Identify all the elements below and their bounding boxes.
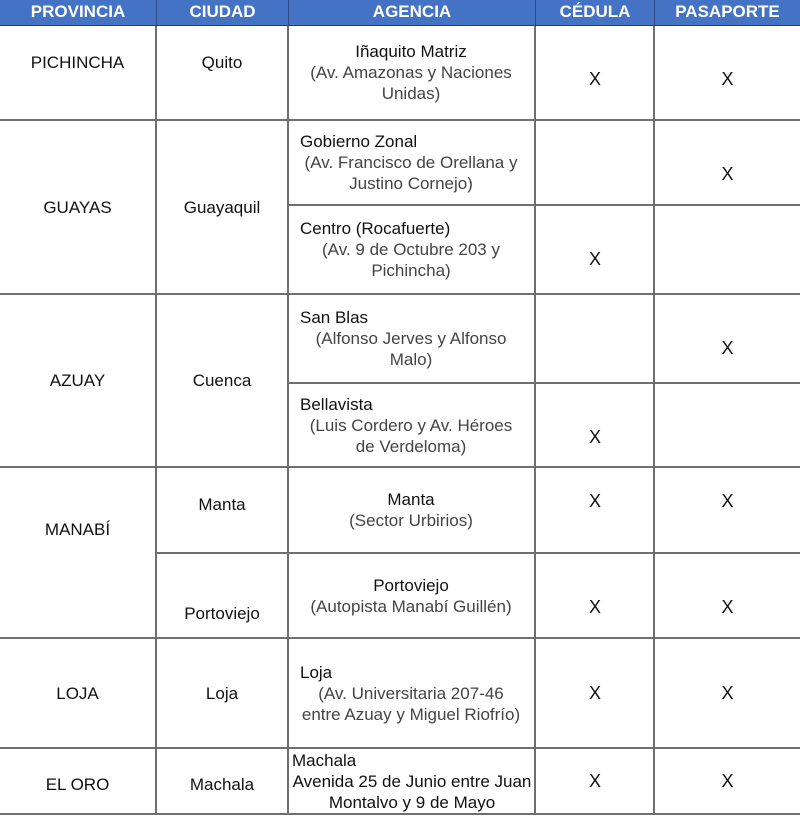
agencia-cell xyxy=(300,468,522,552)
agencia-cell xyxy=(300,206,522,293)
agencia-direccion: (Av. Amazonas y Naciones Unidas) xyxy=(310,63,512,103)
cedula-mark: X xyxy=(588,248,601,269)
agencia-nombre: Bellavista xyxy=(300,394,373,414)
agencia-nombre: Loja xyxy=(300,662,333,682)
cedula-mark: X xyxy=(588,68,601,89)
provincia-cell: MANABÍ xyxy=(44,519,111,539)
pasaporte-mark: X xyxy=(721,68,734,89)
provincia-cell: AZUAY xyxy=(49,371,106,390)
grid-line xyxy=(287,26,289,815)
ciudad-cell: Cuenca xyxy=(192,371,252,390)
ciudad-cell: Guayaquil xyxy=(183,197,261,217)
header-cedula: CÉDULA xyxy=(559,2,631,21)
ciudad-cell: Loja xyxy=(205,683,239,703)
header-provincia: PROVINCIA xyxy=(30,2,126,21)
header-ciudad: CIUDAD xyxy=(189,2,256,21)
table-header xyxy=(0,0,800,26)
ciudad-cell: Manta xyxy=(198,494,246,514)
agencia-nombre: San Blas xyxy=(300,308,369,327)
agencia-direccion: (Autopista Manabí Guillén) xyxy=(310,596,512,616)
provincia-cell: GUAYAS xyxy=(43,197,112,217)
agencia-cell xyxy=(300,384,522,466)
agencia-direccion: Avenida 25 de Junio entre Juan Montalvo y 9 de Mayo xyxy=(292,771,532,812)
cedula-mark: X xyxy=(588,596,601,617)
ciudad-cell: Portoviejo xyxy=(184,604,260,623)
agencia-nombre: Machala xyxy=(292,750,357,770)
agencia-cell xyxy=(300,26,522,119)
provincia-cell: PICHINCHA xyxy=(30,52,125,72)
provincia-cell: LOJA xyxy=(56,683,99,703)
pasaporte-mark: X xyxy=(721,490,734,511)
agencia-cell xyxy=(300,554,522,637)
agencia-nombre: Gobierno Zonal xyxy=(300,132,418,151)
cedula-mark: X xyxy=(588,426,601,447)
agencia-direccion: (Luis Cordero y Av. Héroes de Verdeloma) xyxy=(309,415,513,456)
pasaporte-mark: X xyxy=(721,596,734,617)
agencia-cell xyxy=(300,121,522,204)
pasaporte-mark: X xyxy=(721,770,734,791)
cedula-mark: X xyxy=(588,490,601,511)
agencia-cell xyxy=(292,749,532,813)
ciudad-cell: Machala xyxy=(189,774,255,794)
agencia-cell xyxy=(300,295,522,382)
pasaporte-mark: X xyxy=(721,163,734,184)
agencia-nombre: Portoviejo xyxy=(373,575,449,595)
cedula-mark: X xyxy=(588,682,601,703)
agencia-nombre: Centro (Rocafuerte) xyxy=(300,219,451,238)
header-pasaporte: PASAPORTE xyxy=(675,2,780,21)
cedula-mark: X xyxy=(588,770,601,791)
agencia-cell xyxy=(300,639,522,747)
agencia-direccion: (Av. 9 de Octubre 203 y Pichincha) xyxy=(322,240,500,280)
agencia-direccion: (Av. Francisco de Orellana y Justino Cornejo) xyxy=(304,153,518,193)
agencia-nombre: Manta xyxy=(387,490,435,509)
agencia-direccion: (Av. Universitaria 207-46 entre Azuay y Miguel Riofrío) xyxy=(301,683,521,724)
pasaporte-mark: X xyxy=(721,682,734,703)
pasaporte-mark: X xyxy=(721,337,734,358)
agencia-nombre: Iñaquito Matriz xyxy=(355,42,467,61)
agencia-direccion: (Sector Urbirios) xyxy=(349,511,473,530)
agencia-direccion: (Alfonso Jerves y Alfonso Malo) xyxy=(315,329,507,369)
header-agencia: AGENCIA xyxy=(372,2,452,21)
ciudad-cell: Quito xyxy=(201,52,243,72)
provincia-cell: EL ORO xyxy=(45,774,110,794)
